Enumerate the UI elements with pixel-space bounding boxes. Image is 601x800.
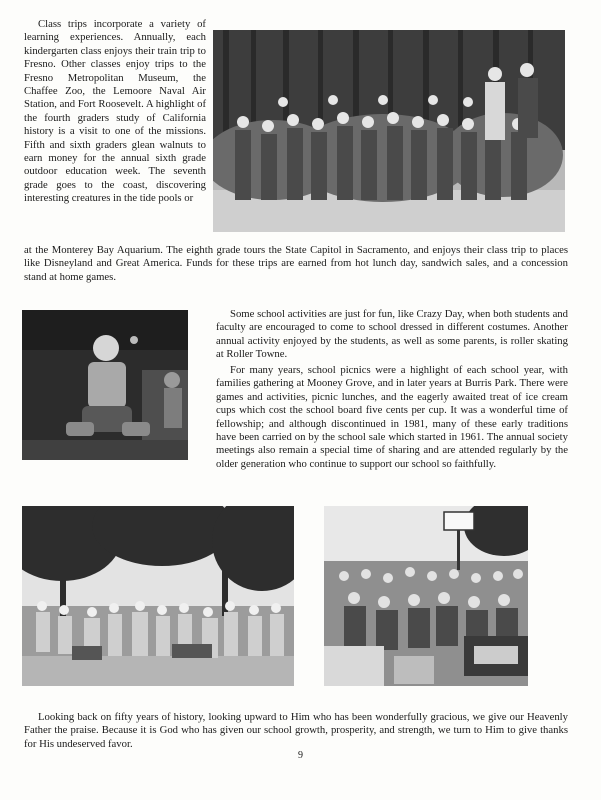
paragraph-closing: Looking back on fifty years of history, looking upward to Him who has been wonderfully gracious, we give our Heavenly Father the praise. Because it is God who has given our school growth, prosperity, and strength, we turn to Him to give thanks for His undeserved favor. — [24, 711, 568, 750]
paragraph-school-picnics: For many years, school picnics were a highlight of each school year, with families gathering at Mooney Grove, and in later years at Burris Park. There were games and activities, picnic lunches, and the eagerly awaited treat of ice cream cups which cost the school board five cents per cup. It was a wonderful time of fellowship; and although discontinued in 1981, many of these early traditions have been carried on by the school sale which started in 1961. The annual society meetings also remain a special time of sharing and are attended regularly by the older generation who continue to support our school so faithfully. — [216, 364, 568, 470]
paragraph-fun-activities: Some school activities are just for fun, like Crazy Day, when both students and faculty are encouraged to come to school dressed in different costumes. Another annual activity enjoyed by the students, as well as some parents, is roller skating at Roller Towne. — [216, 308, 568, 361]
photo-picnic-crowd — [22, 506, 294, 686]
photo-roller-skating — [22, 310, 188, 460]
page-number: 9 — [298, 750, 303, 761]
photo-class-group — [213, 30, 565, 232]
paragraph-class-trips-continued: at the Monterey Bay Aquarium. The eighth grade tours the State Capitol in Sacramento, and enjoys their class trip to places like Disneyland and Great America. Funds for these trips are earned from hot lunch day, sandwich sales, and a concession stand at home games. — [24, 244, 568, 283]
photo-outdoor-gathering — [324, 506, 528, 686]
paragraph-class-trips: Class trips incorporate a variety of learning experiences. Annually, each kindergarten class enjoys their train trip to Fresno. Other classes enjoy trips to the Fresno Metropolitan Museum, the Chaffee Zoo, the Lemoore Naval Air Station, and Fort Roosevelt. A highlight of the fourth graders study of California history is a visit to one of the missions. Fifth and sixth graders glean walnuts to earn money for the annual sixth grade outdoor education week. The seventh grade goes to the coast, discovering interesting creatures in the tide pools or — [24, 18, 206, 205]
